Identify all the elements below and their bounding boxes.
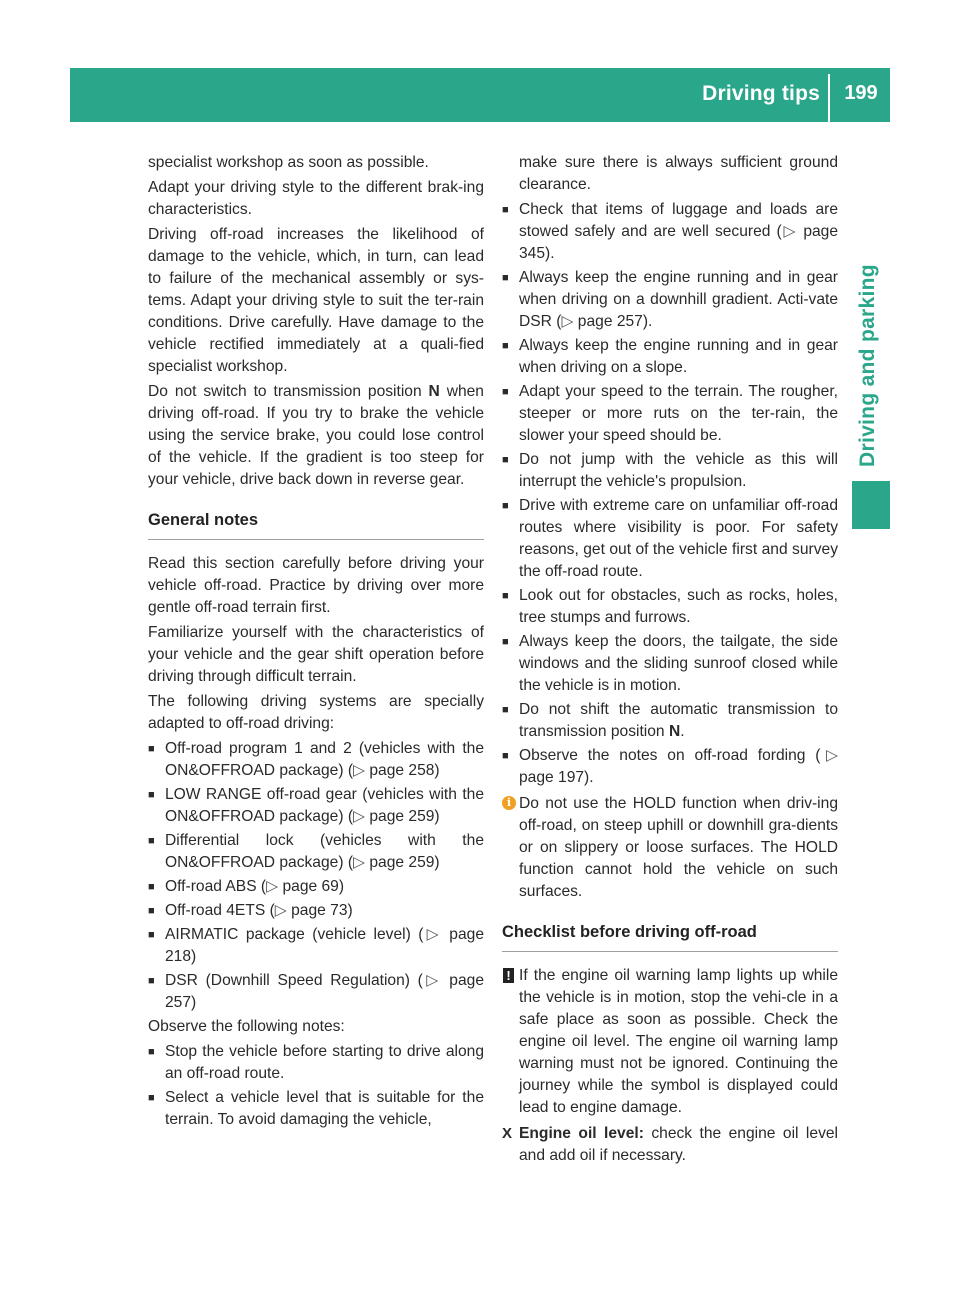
side-tab-label: Driving and parking bbox=[856, 264, 879, 467]
bullet-icon: ■ bbox=[502, 704, 509, 716]
notes-list bbox=[148, 1041, 484, 1131]
list-item: ■ Differential lock (vehicles with the ON&OFFROAD package) (▷ page 259) bbox=[148, 832, 484, 871]
list-item: ■ AIRMATIC package (vehicle level) (▷ page 218) bbox=[148, 926, 484, 965]
paragraph: Adapt your driving style to the different brak-ing characteristics. bbox=[148, 179, 484, 218]
ref-arrow-icon: ▷ bbox=[353, 762, 366, 779]
list-item: ■ LOW RANGE off-road gear (vehicles with the ON&OFFROAD package) (▷ page 259) bbox=[148, 786, 484, 825]
list-item: ■ Look out for obstacles, such as rocks, holes, tree stumps and furrows. bbox=[502, 587, 838, 626]
bullet-icon: ■ bbox=[148, 929, 155, 941]
ref-arrow-icon: ▷ bbox=[423, 926, 442, 943]
list-item: ■ Off-road 4ETS (▷ page 73) bbox=[148, 900, 484, 922]
paragraph: Observe the following notes: bbox=[148, 1018, 345, 1035]
paragraph: The following driving systems are specially adapted to off-road driving: bbox=[148, 693, 484, 732]
header-separator bbox=[828, 74, 830, 122]
page-number: 199 bbox=[844, 82, 878, 104]
paragraph: Driving off-road increases the likelihood of damage to the vehicle, which, in turn, can lead to failure of the mechanical assembly or sys-tems. Adapt your driving style to suit the ter-rain conditions. Drive carefully. Have damage to the vehicle rectified immediately at a quali-fied specialist workshop. bbox=[148, 226, 484, 375]
list-item: ■ Always keep the engine running and in gear when driving on a slope. bbox=[502, 337, 838, 376]
page-reference[interactable]: page 257 bbox=[165, 972, 484, 1011]
page-reference[interactable]: page 197 bbox=[519, 769, 585, 786]
list-item: ■ Observe the notes on off-road fording (▷ page 197). bbox=[502, 747, 838, 786]
paragraph: Familiarize yourself with the characteristics of your vehicle and the gear shift operation before driving through difficult terrain. bbox=[148, 624, 484, 685]
ref-arrow-icon: ▷ bbox=[274, 902, 287, 919]
paragraph: Read this section carefully before driving your vehicle off-road. Practice by driving over more gentle off-road terrain first. bbox=[148, 555, 484, 616]
bullet-icon: ■ bbox=[502, 272, 509, 284]
info-note: i Do not use the HOLD function when driv-ing off-road, on steep uphill or downhill gra-dients or on slippery or loose surfaces. The HOLD function cannot hold the vehicle on such surfaces. bbox=[502, 793, 838, 903]
side-tab bbox=[852, 122, 890, 472]
bullet-icon: ■ bbox=[502, 500, 509, 512]
ref-arrow-icon: ▷ bbox=[266, 878, 279, 895]
bullet-icon: ■ bbox=[148, 1092, 155, 1104]
page-reference[interactable]: page 259 bbox=[369, 808, 435, 825]
bullet-icon: ■ bbox=[148, 835, 155, 847]
ref-arrow-icon: ▷ bbox=[781, 223, 798, 240]
bullet-icon: ■ bbox=[502, 590, 509, 602]
section-title: Driving tips bbox=[702, 82, 820, 105]
bullet-icon: ■ bbox=[502, 636, 509, 648]
list-item: ■ Check that items of luggage and loads are stowed safely and are well secured (▷ page 345). bbox=[502, 201, 839, 262]
list-item: ■ Off-road ABS (▷ page 69) bbox=[148, 876, 484, 898]
page-reference[interactable]: page 259 bbox=[369, 854, 435, 871]
page-reference[interactable]: page 218 bbox=[165, 926, 484, 965]
list-item: ■ Stop the vehicle before starting to drive along an off-road route. bbox=[148, 1043, 484, 1082]
bullet-icon: ■ bbox=[502, 340, 509, 352]
heading-checklist: Checklist before driving off-road bbox=[502, 921, 838, 952]
heading-general-notes: General notes bbox=[148, 509, 484, 540]
list-item: ■ Drive with extreme care on unfamiliar off-road routes where visibility is poor. For safety reasons, get out of the vehicle first and survey the off-road route. bbox=[502, 497, 838, 580]
list-item: ■ Always keep the doors, the tailgate, the side windows and the sliding sunroof closed while the vehicle is in motion. bbox=[502, 633, 838, 694]
ref-arrow-icon: ▷ bbox=[353, 854, 366, 871]
bullet-icon: ■ bbox=[148, 1046, 155, 1058]
list-item: ■ Always keep the engine running and in gear when driving on a downhill gradient. Acti-vate DSR (▷ page 257). bbox=[502, 269, 838, 330]
page-reference[interactable]: page 69 bbox=[282, 878, 339, 895]
paragraph: make sure there is always sufficient ground clearance. bbox=[519, 154, 838, 193]
ref-arrow-icon: ▷ bbox=[422, 972, 442, 989]
ref-arrow-icon: ▷ bbox=[561, 313, 574, 330]
bullet-icon: ■ bbox=[502, 750, 509, 762]
ref-arrow-icon: ▷ bbox=[820, 747, 838, 764]
warning-note: ! If the engine oil warning lamp lights up while the vehicle is in motion, stop the vehi-cle in a safe place as soon as possible. Check the engine oil level. The engine oil warning lamp warning must not be ignored. Continuing the journey while the symbol is displayed could lead to engine damage. bbox=[502, 965, 838, 1119]
paragraph: specialist workshop as soon as possible. bbox=[148, 154, 429, 171]
bullet-icon: ■ bbox=[148, 905, 155, 917]
step-arrow-icon: X bbox=[502, 1125, 513, 1142]
right-column bbox=[502, 152, 838, 1170]
ref-arrow-icon: ▷ bbox=[353, 808, 366, 825]
driving-systems-list bbox=[148, 738, 484, 1014]
bullet-icon: ■ bbox=[148, 881, 155, 893]
list-item: ■ Do not shift the automatic transmission to transmission position N. bbox=[502, 701, 838, 740]
left-column bbox=[148, 152, 484, 1133]
paragraph: Do not switch to transmission position N when driving off-road. If you try to brake the vehicle using the service brake, you could lose control of the vehicle. If the gradient is too steep for your vehicle, drive back down in reverse gear. bbox=[148, 383, 484, 488]
warning-icon: ! bbox=[503, 968, 514, 983]
info-icon: i bbox=[502, 796, 516, 810]
bullet-icon: ■ bbox=[148, 975, 155, 987]
bullet-icon: ■ bbox=[502, 386, 509, 398]
list-item: ■ Off-road program 1 and 2 (vehicles with the ON&OFFROAD package) (▷ page 258) bbox=[148, 740, 484, 779]
bullet-icon: ■ bbox=[148, 789, 155, 801]
bullet-icon: ■ bbox=[502, 454, 509, 466]
header-bar bbox=[70, 68, 890, 122]
page-reference[interactable]: page 258 bbox=[369, 762, 435, 779]
bullet-icon: ■ bbox=[148, 743, 155, 755]
list-item: ■ Do not jump with the vehicle as this will interrupt the vehicle's propulsion. bbox=[502, 451, 838, 490]
action-step: X Engine oil level: check the engine oil level and add oil if necessary. bbox=[502, 1125, 838, 1164]
notes-list-continued bbox=[502, 199, 838, 789]
page-reference[interactable]: page 257 bbox=[577, 313, 643, 330]
list-item: ■ Adapt your speed to the terrain. The rougher, steeper or more ruts on the ter-rain, the slower your speed should be. bbox=[502, 383, 838, 444]
list-item: ■ DSR (Downhill Speed Regulation) (▷ page 257) bbox=[148, 972, 484, 1011]
bullet-icon: ■ bbox=[502, 204, 509, 216]
list-item: ■ Select a vehicle level that is suitable for the terrain. To avoid damaging the vehicle, bbox=[148, 1089, 484, 1128]
page-reference[interactable]: page 345 bbox=[519, 223, 839, 262]
page-reference[interactable]: page 73 bbox=[291, 902, 348, 919]
side-tab-marker bbox=[852, 481, 890, 529]
